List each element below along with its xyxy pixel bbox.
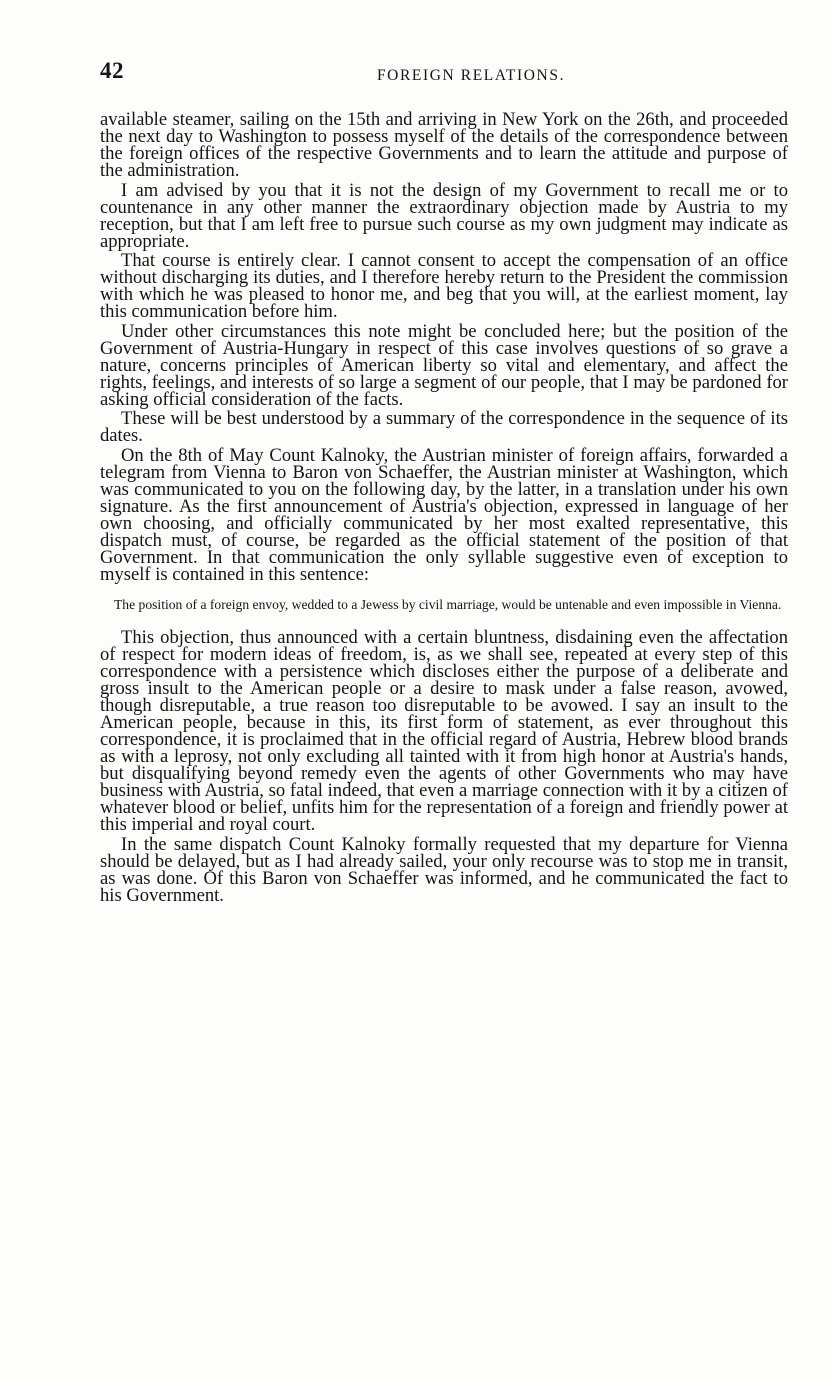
body-text [100,111,788,906]
paragraph-other-circumstances: Under other circumstances this note might be concluded here; but the position of the Government of Austria-Hungary in respect of this case involves questions of so grave a nature, concerns principles of American liberty so vital and elementary, and affect the rights, feelings, and interests of so large a segment of our people, that I may be pardoned for asking official consideration of the facts. [100,320,788,410]
paragraph-same-dispatch: In the same dispatch Count Kalnoky formally requested that my departure for Vienna should be delayed, but as I had already sailed, your only recourse was to stop me in transit, as was done. Of this Baron von Schaeffer was informed, and he communicated the fact to his Government. [100,833,788,906]
paragraph-advised: I am advised by you that it is not the design of my Government to recall me or to countenance in any other manner the extraordinary objection made by Austria to my reception, but that I am left free to pursue such course as my own judgment may indicate as appropriate. [100,179,788,252]
page-header [98,58,788,88]
block-quote: The position of a foreign envoy, wedded to a Jewess by civil marriage, would be untenable and even impossible in Vienna. [114,597,782,613]
page-number: 42 [100,58,124,83]
paragraph-course-clear: That course is entirely clear. I cannot consent to accept the compensation of an office without discharging its duties, and I therefore hereby return to the President the commission with which he was pleased to honor me, and beg that you will, at the earliest moment, lay this communication before him. [100,250,788,323]
paragraph-objection: This objection, thus announced with a certain bluntness, disdaining even the affectation of respect for modern ideas of freedom, is, as we shall see, repeated at every step of this correspondence with a persistence which discloses either the purpose of a deliberate and gross insult to the American people or a desire to mask under a false reason, avowed, though disreputable, a true reason too disreputable to be avowed. I say an insult to the American people, because in this, its first form of statement, as ever throughout this correspondence, it is proclaimed that in the official regard of Austria, Hebrew blood brands as with a leprosy, not only excluding all tainted with it from high honor at Austria's hands, but disqualifying beyond remedy even the agents of other Governments who may have business with Austria, so fatal indeed, that even a marriage connection with it by a citizen of whatever blood or belief, unfits him for the representation of a foreign and friendly power at this imperial and royal court. [100,626,788,836]
paragraph-continuation: available steamer, sailing on the 15th and arriving in New York on the 26th, and proceeded the next day to Washington to possess myself of the details of the correspondence between the foreign offices of the respective Governments and to learn the attitude and purpose of the administration. [100,109,788,182]
running-head: FOREIGN RELATIONS. [376,67,566,84]
paragraph-kalnoky-telegram: On the 8th of May Count Kalnoky, the Austrian minister of foreign affairs, forwarded a telegram from Vienna to Baron von Schaeffer, the Austrian minister at Washington, which was communicated to you on the following day, by the latter, in a translation under his own signature. As the first announcement of Austria's objection, expressed in language of her own choosing, and officially communicated by her most exalted representative, this dispatch must, of course, be regarded as the official statement of the position of that Government. In that communication the only syllable suggestive even of exception to myself is contained in this sentence: [100,444,788,586]
paragraph-summary: These will be best understood by a summary of the correspondence in the sequence of its dates. [100,408,788,447]
